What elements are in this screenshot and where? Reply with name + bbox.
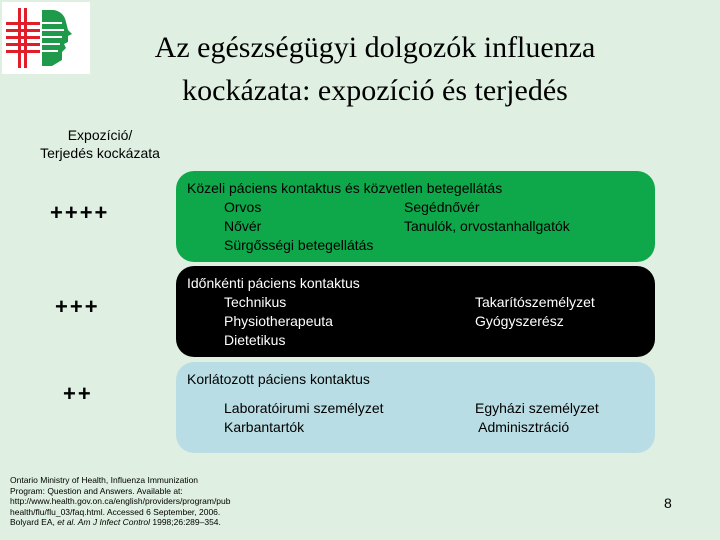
reference-footnote bbox=[10, 475, 300, 528]
level-1-item: Nővér bbox=[224, 218, 262, 234]
level-1-item: Sürgősségi betegellátás bbox=[224, 237, 374, 253]
slide-title-line-1: Az egészségügyi dolgozók influenza bbox=[154, 31, 596, 64]
risk-column-header-line-1: Expozíció/ bbox=[67, 127, 133, 143]
slide-title bbox=[95, 26, 655, 112]
footnote-line bbox=[10, 517, 300, 528]
level-1-box bbox=[176, 171, 655, 262]
slide-title-line-2: kockázata: expozíció és terjedés bbox=[182, 74, 568, 107]
level-2-box bbox=[176, 266, 655, 357]
risk-column-header bbox=[30, 126, 170, 162]
health-logo-icon bbox=[2, 2, 90, 74]
page-number: 8 bbox=[664, 495, 672, 511]
footnote-line: http://www.health.gov.on.ca/english/providers/program/pub bbox=[10, 496, 231, 506]
level-2-item: Physiotherapeuta bbox=[224, 313, 333, 329]
footnote-journal: et al. Am J Infect Control bbox=[57, 517, 150, 527]
level-1-item: Tanulók, orvostanhallgatók bbox=[404, 218, 570, 234]
level-1-item: Segédnővér bbox=[404, 199, 480, 215]
level-2-heading: Időnkénti páciens kontaktus bbox=[187, 275, 360, 291]
level-3-item: Laboratóirumi személyzet bbox=[224, 400, 384, 416]
level-3-heading: Korlátozott páciens kontaktus bbox=[187, 371, 370, 387]
level-1-heading: Közeli páciens kontaktus és közvetlen betegellátás bbox=[187, 180, 503, 196]
footnote-citation: 1998;26:289–354. bbox=[150, 517, 221, 527]
risk-rating-level-3: ++ bbox=[63, 381, 93, 406]
level-2-item: Dietetikus bbox=[224, 332, 286, 348]
level-2-item: Takarítószemélyzet bbox=[475, 294, 595, 310]
level-3-item: Adminisztráció bbox=[475, 419, 570, 435]
level-2-item: Technikus bbox=[224, 294, 287, 310]
risk-column-header-line-2: Terjedés kockázata bbox=[40, 145, 160, 161]
level-3-item: Egyházi személyzet bbox=[475, 400, 599, 416]
risk-rating-level-2: +++ bbox=[55, 294, 100, 319]
footnote-line: health/flu/flu_03/faq.html. Accessed 6 September, 2006. bbox=[10, 506, 221, 517]
level-1-item: Orvos bbox=[224, 199, 262, 215]
footnote-authors: Bolyard EA, bbox=[10, 517, 58, 527]
footnote-line: Program: Question and Answers. Available at: bbox=[10, 485, 183, 496]
level-3-item: Karbantartók bbox=[224, 419, 305, 435]
level-2-item: Gyógyszerész bbox=[475, 313, 564, 329]
footnote-line: Ontario Ministry of Health, Influenza Immunization bbox=[10, 475, 199, 485]
level-3-box bbox=[176, 362, 655, 453]
risk-rating-level-1: ++++ bbox=[50, 200, 110, 225]
